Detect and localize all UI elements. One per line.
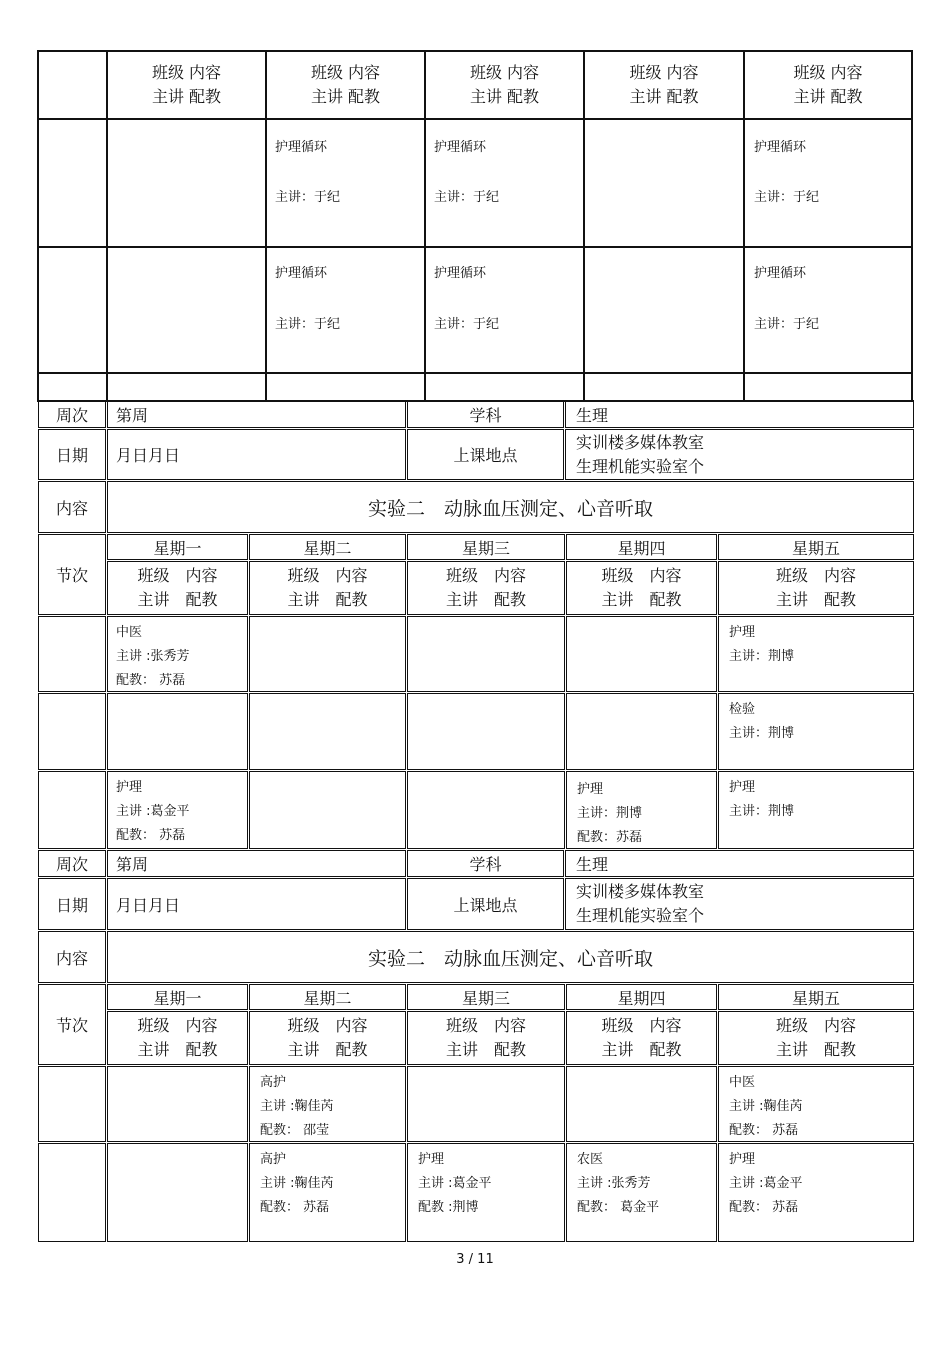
course-teacher: 主讲：于纪	[275, 317, 341, 332]
day-name: 星期五	[791, 988, 840, 1008]
sub-header-line2: 主讲 配教	[775, 590, 856, 609]
schedule-cell	[107, 1143, 248, 1242]
period-label-cell	[38, 1066, 106, 1142]
sub-header-line1: 班级 内容	[445, 566, 526, 585]
assistant: 配教： 苏磊	[116, 828, 186, 843]
week-label-text: 周次	[55, 405, 88, 425]
sub-header	[407, 561, 565, 615]
day-header-wed	[407, 534, 565, 560]
location-line2: 生理机能实验室个	[576, 906, 705, 925]
sub-header-line1: 班级 内容	[287, 566, 368, 585]
page-number: 3 / 11	[456, 1252, 494, 1267]
location-label-text: 上课地点	[453, 446, 518, 465]
sub-header-line2: 主讲 配教	[775, 1040, 856, 1059]
section-label-text: 节次	[55, 566, 88, 585]
course-subject: 护理循环	[434, 140, 487, 155]
header-line1: 班级 内容	[310, 63, 381, 82]
day-header-fri	[718, 534, 914, 560]
sub-header-line2: 主讲 配教	[445, 590, 526, 609]
sub-header-line1: 班级 内容	[137, 1016, 218, 1035]
day-header-wed	[407, 984, 565, 1010]
sub-header-line1: 班级 内容	[137, 566, 218, 585]
lecturer: 主讲 :张秀芳	[577, 1176, 651, 1191]
top-row-label-cell	[37, 372, 108, 402]
content-label	[38, 931, 106, 983]
sub-header-line1: 班级 内容	[287, 1016, 368, 1035]
date-value	[107, 878, 406, 930]
class-name: 农医	[577, 1152, 604, 1167]
schedule-cell	[566, 771, 717, 849]
sub-header-line2: 主讲 配教	[137, 590, 218, 609]
class-name: 护理	[729, 780, 756, 795]
period-label-cell	[38, 1143, 106, 1242]
sub-header-line1: 班级 内容	[775, 566, 856, 585]
day-name: 星期一	[153, 538, 202, 558]
period-label-cell	[38, 693, 106, 770]
schedule-cell	[566, 616, 717, 692]
date-label	[38, 878, 106, 930]
period-label-cell	[38, 771, 106, 849]
content-title: 实验二 动脉血压测定、心音听取	[367, 947, 653, 970]
schedule-cell	[407, 1066, 565, 1142]
sub-header-line1: 班级 内容	[445, 1016, 526, 1035]
schedule-cell	[566, 1066, 717, 1142]
date-label-text: 日期	[55, 895, 88, 915]
location-label	[407, 878, 564, 930]
header-line1: 班级 内容	[629, 63, 699, 82]
assistant: 配教： 邵莹	[260, 1123, 330, 1138]
day-header-tue	[249, 984, 406, 1010]
header-line2: 主讲 配教	[469, 87, 540, 106]
content-label-text: 内容	[55, 948, 88, 968]
section-label-text: 节次	[55, 1016, 88, 1035]
lecturer: 主讲 :鞠佳芮	[260, 1099, 334, 1114]
period-label-cell	[38, 616, 106, 692]
date-value	[107, 429, 406, 480]
day-name: 星期五	[791, 538, 840, 558]
schedule-cell	[566, 693, 717, 770]
date-label	[38, 429, 106, 480]
section-label	[38, 984, 106, 1065]
sub-header-line2: 主讲 配教	[137, 1040, 218, 1059]
sub-header-line2: 主讲 配教	[287, 1040, 368, 1059]
schedule-cell	[249, 1143, 406, 1242]
lecturer: 主讲：荆博	[729, 726, 795, 741]
subject-label-text: 学科	[469, 855, 502, 874]
top-row-label-cell	[37, 118, 108, 248]
header-line2: 主讲 配教	[310, 87, 381, 106]
schedule-cell	[407, 771, 565, 849]
location-label-text: 上课地点	[453, 895, 518, 915]
lecturer: 主讲 :鞠佳芮	[260, 1176, 334, 1191]
schedule-cell	[718, 771, 914, 849]
top-cell	[106, 372, 267, 402]
sub-header	[249, 1011, 406, 1065]
schedule-cell	[107, 616, 248, 692]
top-header-blank-cell	[37, 50, 108, 120]
header-line1: 班级 内容	[151, 63, 222, 82]
sub-header	[566, 561, 717, 615]
schedule-cell	[718, 616, 914, 692]
top-cell	[743, 372, 913, 402]
header-line1: 班级 内容	[793, 63, 863, 82]
header-line2: 主讲 配教	[793, 87, 863, 106]
schedule-cell	[249, 771, 406, 849]
top-cell	[106, 118, 267, 248]
date-value-text: 月日月日	[116, 895, 181, 915]
sub-header-line2: 主讲 配教	[601, 590, 682, 609]
assistant: 配教： 苏磊	[729, 1200, 799, 1215]
subject-label	[407, 400, 564, 428]
top-cell	[106, 246, 267, 374]
subject-label-text: 学科	[469, 405, 502, 425]
subject-label	[407, 850, 564, 877]
course-subject: 护理循环	[754, 266, 807, 281]
top-cell	[265, 372, 426, 402]
sub-header	[107, 1011, 248, 1065]
assistant: 配教： 苏磊	[729, 1123, 799, 1138]
day-header-thu	[566, 534, 717, 560]
date-label-text: 日期	[55, 446, 88, 465]
course-teacher: 主讲：于纪	[754, 317, 820, 332]
class-name: 中医	[116, 625, 143, 640]
course-teacher: 主讲：于纪	[275, 190, 341, 205]
subject-value-text: 生理	[576, 855, 609, 874]
schedule-cell	[249, 693, 406, 770]
sub-header	[407, 1011, 565, 1065]
top-cell	[424, 118, 585, 248]
sub-header-line2: 主讲 配教	[445, 1040, 526, 1059]
location-value	[565, 878, 914, 930]
day-name: 星期四	[617, 988, 666, 1008]
assistant: 配教： 苏磊	[116, 673, 186, 688]
class-name: 护理	[418, 1152, 445, 1167]
day-name: 星期三	[461, 538, 510, 558]
schedule-cell	[107, 771, 248, 849]
schedule-cell	[107, 693, 248, 770]
course-teacher: 主讲：于纪	[434, 317, 500, 332]
class-name: 护理	[116, 780, 143, 795]
course-teacher: 主讲：于纪	[754, 190, 820, 205]
schedule-cell	[407, 1143, 565, 1242]
sub-header-line2: 主讲 配教	[287, 590, 368, 609]
week-value	[107, 400, 406, 428]
day-header-tue	[249, 534, 406, 560]
top-cell	[265, 118, 426, 248]
top-header-cell	[583, 50, 745, 120]
class-name: 高护	[260, 1075, 287, 1090]
sub-header-line1: 班级 内容	[775, 1016, 856, 1035]
schedule-cell	[407, 616, 565, 692]
top-cell	[583, 246, 745, 374]
sub-header-line2: 主讲 配教	[601, 1040, 682, 1059]
sub-header-line1: 班级 内容	[601, 1016, 682, 1035]
schedule-cell	[718, 1143, 914, 1242]
schedule-cell	[566, 1143, 717, 1242]
class-name: 检验	[729, 702, 756, 717]
course-subject: 护理循环	[434, 266, 487, 281]
lecturer: 主讲 :葛金平	[418, 1176, 492, 1191]
location-line1: 实训楼多媒体教室	[576, 432, 705, 452]
week-value-text: 第周	[116, 855, 149, 874]
lecturer: 主讲：荆博	[577, 806, 643, 821]
schedule-cell	[718, 693, 914, 770]
lecturer: 主讲 :葛金平	[729, 1176, 803, 1191]
subject-value	[565, 400, 914, 428]
content-title: 实验二 动脉血压测定、心音听取	[367, 497, 653, 520]
top-cell	[265, 246, 426, 374]
date-value-text: 月日月日	[116, 446, 181, 465]
course-subject: 护理循环	[275, 266, 328, 281]
lecturer: 主讲 :张秀芳	[116, 649, 190, 664]
week-value	[107, 850, 406, 877]
assistant: 配教： 葛金平	[577, 1200, 660, 1215]
sub-header	[718, 561, 914, 615]
day-name: 星期一	[153, 988, 202, 1008]
top-cell	[583, 372, 745, 402]
location-label	[407, 429, 564, 480]
lecturer: 主讲：荆博	[729, 804, 795, 819]
class-name: 中医	[729, 1075, 756, 1090]
schedule-cell	[107, 1066, 248, 1142]
day-header-mon	[107, 984, 248, 1010]
top-header-cell	[424, 50, 585, 120]
top-header-cell	[743, 50, 913, 120]
class-name: 护理	[729, 625, 756, 640]
schedule-cell	[249, 616, 406, 692]
day-name: 星期四	[617, 538, 666, 558]
header-line2: 主讲 配教	[151, 87, 222, 106]
day-header-mon	[107, 534, 248, 560]
header-line1: 班级 内容	[469, 63, 540, 82]
top-cell	[583, 118, 745, 248]
week-label	[38, 850, 106, 877]
assistant: 配教：苏磊	[577, 830, 643, 845]
day-name: 星期二	[303, 538, 352, 558]
day-header-fri	[718, 984, 914, 1010]
class-name: 高护	[260, 1152, 287, 1167]
sub-header	[107, 561, 248, 615]
sub-header	[566, 1011, 717, 1065]
class-name: 护理	[729, 1152, 756, 1167]
top-header-cell	[265, 50, 426, 120]
lecturer: 主讲：荆博	[729, 649, 795, 664]
content-value	[107, 481, 914, 533]
lecturer: 主讲 :葛金平	[116, 804, 190, 819]
schedule-cell	[249, 1066, 406, 1142]
day-header-thu	[566, 984, 717, 1010]
content-label-text: 内容	[55, 498, 88, 518]
top-header-cell	[106, 50, 267, 120]
top-row-label-cell	[37, 246, 108, 374]
location-line2: 生理机能实验室个	[576, 456, 705, 476]
sub-header	[249, 561, 406, 615]
assistant: 配教： 苏磊	[260, 1200, 330, 1215]
top-cell	[424, 246, 585, 374]
course-subject: 护理循环	[754, 140, 807, 155]
week-value-text: 第周	[116, 405, 149, 425]
schedule-cell	[407, 693, 565, 770]
top-cell	[424, 372, 585, 402]
course-subject: 护理循环	[275, 140, 328, 155]
day-name: 星期三	[461, 988, 510, 1008]
lecturer: 主讲 :鞠佳芮	[729, 1099, 803, 1114]
week-label-text: 周次	[55, 855, 88, 874]
subject-value-text: 生理	[576, 405, 609, 425]
schedule-cell	[718, 1066, 914, 1142]
top-cell	[743, 118, 913, 248]
top-cell	[743, 246, 913, 374]
sub-header-line1: 班级 内容	[601, 566, 682, 585]
day-name: 星期二	[303, 988, 352, 1008]
assistant: 配教 :荆博	[418, 1200, 479, 1215]
section-label	[38, 534, 106, 615]
class-name: 护理	[577, 782, 604, 797]
content-label	[38, 481, 106, 533]
subject-value	[565, 850, 914, 877]
location-value	[565, 429, 914, 480]
sub-header	[718, 1011, 914, 1065]
content-value	[107, 931, 914, 983]
header-line2: 主讲 配教	[629, 87, 699, 106]
week-label	[38, 400, 106, 428]
location-line1: 实训楼多媒体教室	[576, 882, 705, 901]
course-teacher: 主讲：于纪	[434, 190, 500, 205]
